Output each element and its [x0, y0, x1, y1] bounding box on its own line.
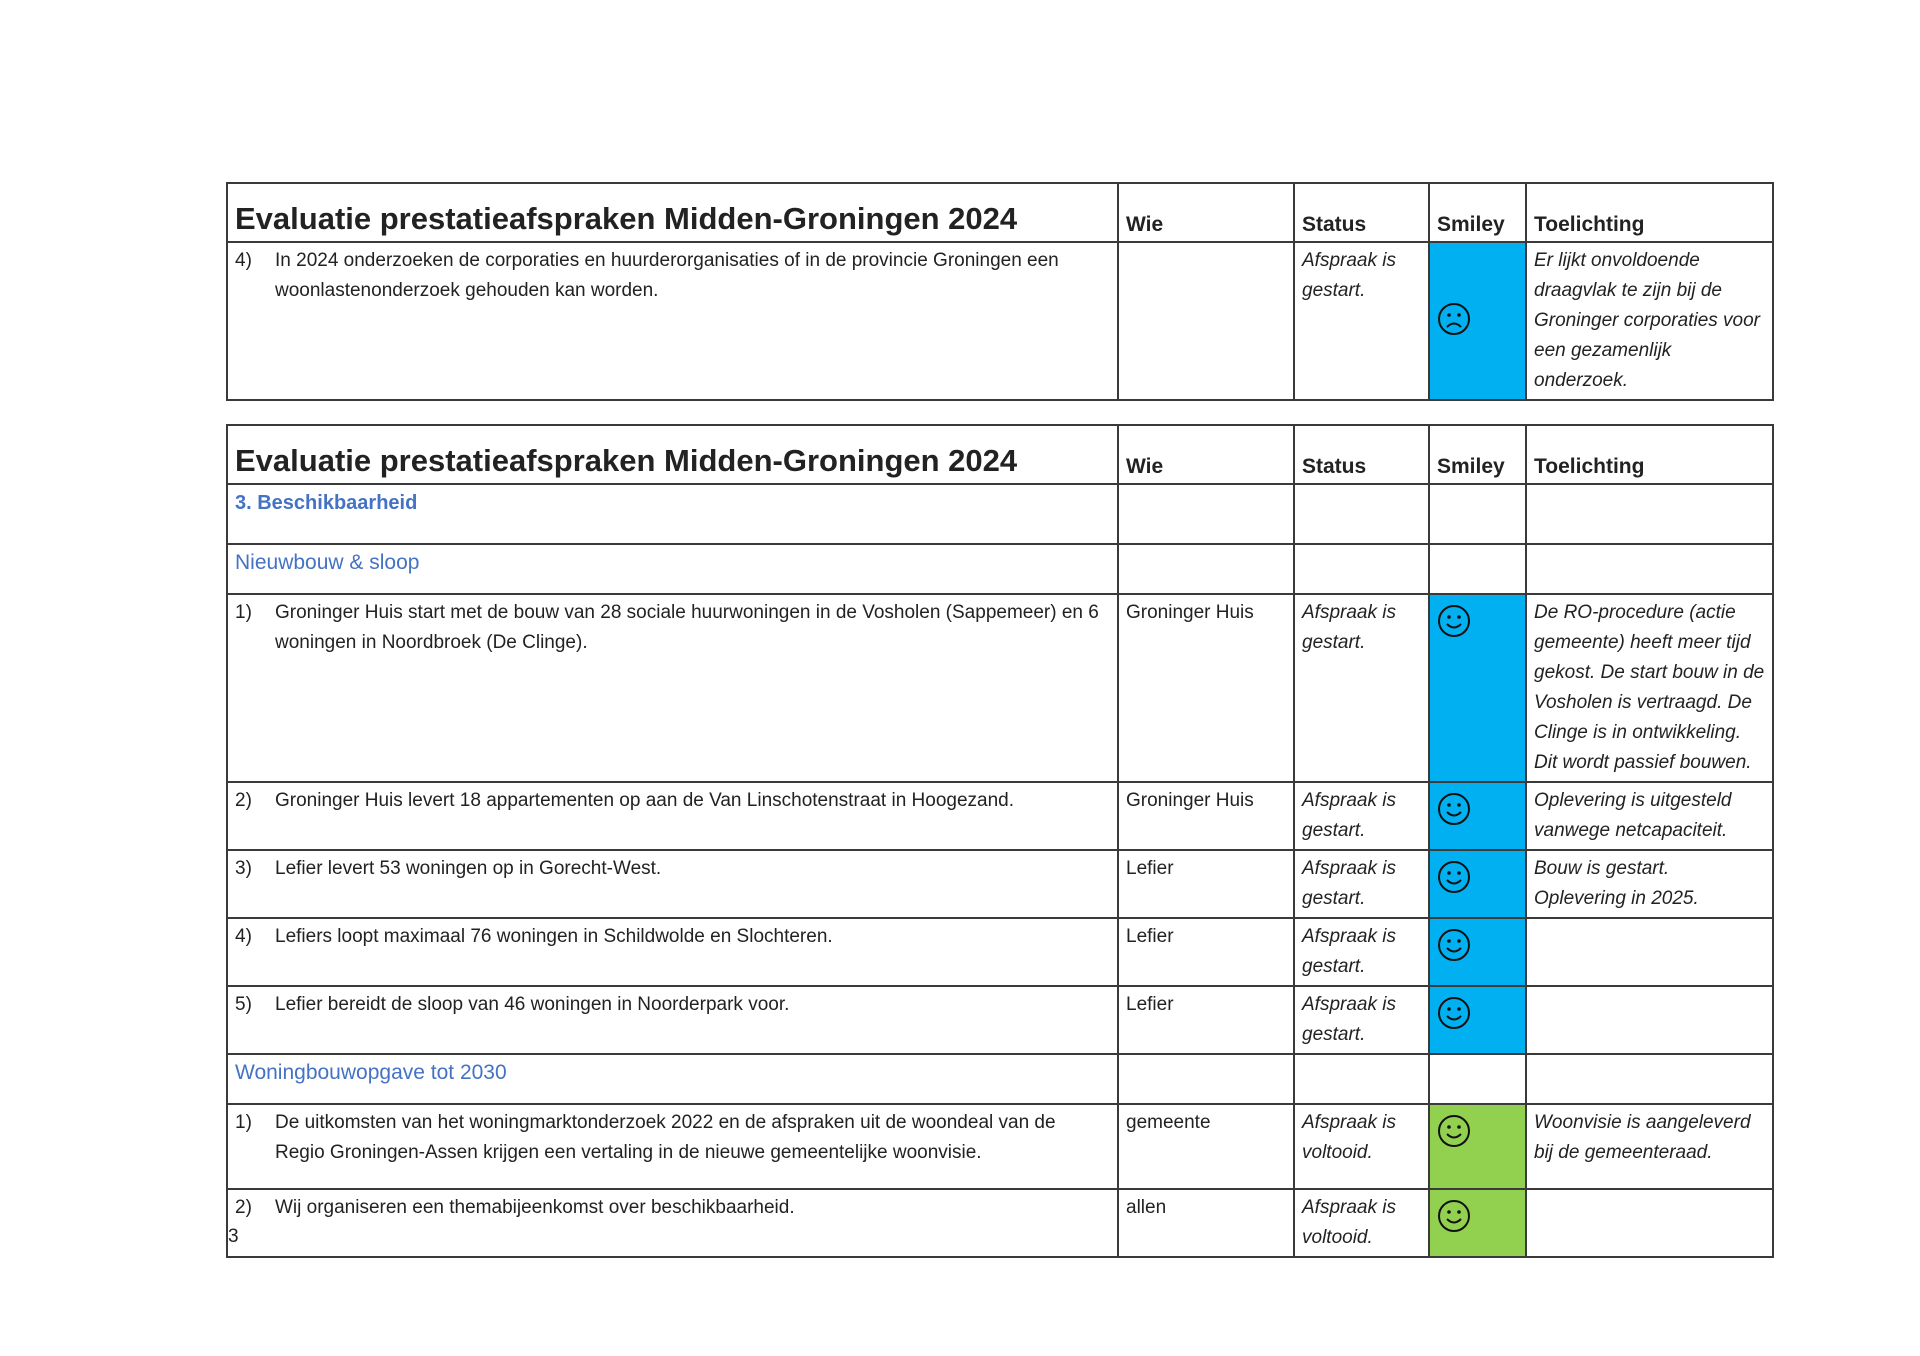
smiley-cell — [1429, 242, 1526, 400]
subsection-heading: Nieuwbouw & sloop — [227, 544, 1118, 594]
table-row — [227, 850, 1773, 918]
table-row — [227, 1189, 1773, 1257]
wie-cell: allen — [1118, 1189, 1294, 1257]
note-cell — [1526, 918, 1773, 986]
status-cell: Afspraak is gestart. — [1294, 918, 1429, 986]
table-row — [227, 918, 1773, 986]
happy-face-icon — [1437, 1114, 1471, 1148]
smiley-cell — [1429, 1104, 1526, 1189]
happy-face-icon — [1437, 996, 1471, 1030]
header-toelichting: Toelichting — [1526, 183, 1773, 242]
happy-face-icon — [1437, 860, 1471, 894]
note-cell: Oplevering is uitgesteld vanwege netcapaciteit. — [1526, 782, 1773, 850]
status-cell: Afspraak is voltooid. — [1294, 1104, 1429, 1189]
wie-cell: Groninger Huis — [1118, 782, 1294, 850]
happy-face-icon — [1437, 604, 1471, 638]
wie-cell: Lefier — [1118, 986, 1294, 1054]
smiley-cell — [1429, 1189, 1526, 1257]
note-cell: Bouw is gestart. Oplevering in 2025. — [1526, 850, 1773, 918]
agreement-text: 1) De uitkomsten van het woningmarktonderzoek 2022 en de afspraken uit de woondeal van de Regio Groningen-Assen krijgen een vertaling in de nieuwe gemeentelijke woonvisie. — [227, 1104, 1118, 1189]
smiley-cell — [1429, 986, 1526, 1054]
status-cell: Afspraak is gestart. — [1294, 594, 1429, 782]
subsection-row — [227, 1054, 1773, 1104]
agreement-text: 4) In 2024 onderzoeken de corporaties en huurderorganisaties of in de provincie Groningen een woonlastenonderzoek gehouden kan worden. — [227, 242, 1118, 400]
smiley-cell — [1429, 918, 1526, 986]
smiley-cell — [1429, 782, 1526, 850]
agreement-text: 1) Groninger Huis start met de bouw van 28 sociale huurwoningen in de Vosholen (Sappemeer) en 6 woningen in Noordbroek (De Clinge). — [227, 594, 1118, 782]
wie-cell: Lefier — [1118, 918, 1294, 986]
agreement-text: 4) Lefiers loopt maximaal 76 woningen in Schildwolde en Slochteren. — [227, 918, 1118, 986]
header-status: Status — [1294, 425, 1429, 484]
section-row — [227, 484, 1773, 544]
wie-cell: Groninger Huis — [1118, 594, 1294, 782]
happy-face-icon — [1437, 1199, 1471, 1233]
header-toelichting: Toelichting — [1526, 425, 1773, 484]
agreement-text: 2) Groninger Huis levert 18 appartementen op aan de Van Linschotenstraat in Hoogezand. — [227, 782, 1118, 850]
wie-cell — [1118, 242, 1294, 400]
status-cell: Afspraak is gestart. — [1294, 782, 1429, 850]
wie-cell: gemeente — [1118, 1104, 1294, 1189]
table-row — [227, 1104, 1773, 1189]
happy-face-icon — [1437, 928, 1471, 962]
agreement-text: 3) Lefier levert 53 woningen op in Gorecht-West. — [227, 850, 1118, 918]
smiley-cell — [1429, 594, 1526, 782]
note-cell — [1526, 986, 1773, 1054]
table-row — [227, 782, 1773, 850]
status-cell: Afspraak is gestart. — [1294, 242, 1429, 400]
happy-face-icon — [1437, 792, 1471, 826]
section-heading: 3. Beschikbaarheid — [227, 484, 1118, 544]
note-cell: De RO-procedure (actie gemeente) heeft meer tijd gekost. De start bouw in de Vosholen is vertraagd. De Clinge is in ontwikkeling. Dit wordt passief bouwen. — [1526, 594, 1773, 782]
table-title: Evaluatie prestatieafspraken Midden-Groningen 2024 — [227, 183, 1118, 242]
wie-cell: Lefier — [1118, 850, 1294, 918]
sad-face-icon — [1437, 302, 1471, 336]
status-cell: Afspraak is gestart. — [1294, 986, 1429, 1054]
note-cell: Woonvisie is aangeleverd bij de gemeenteraad. — [1526, 1104, 1773, 1189]
header-wie: Wie — [1118, 425, 1294, 484]
table-title: Evaluatie prestatieafspraken Midden-Groningen 2024 — [227, 425, 1118, 484]
evaluation-table-1 — [226, 182, 1774, 401]
note-cell: Er lijkt onvoldoende draagvlak te zijn bij de Groninger corporaties voor een gezamenlijk onderzoek. — [1526, 242, 1773, 400]
header-status: Status — [1294, 183, 1429, 242]
header-smiley: Smiley — [1429, 183, 1526, 242]
note-cell — [1526, 1189, 1773, 1257]
subsection-row — [227, 544, 1773, 594]
header-smiley: Smiley — [1429, 425, 1526, 484]
page-number: 3 — [228, 1226, 239, 1247]
subsection-heading: Woningbouwopgave tot 2030 — [227, 1054, 1118, 1104]
table-row — [227, 594, 1773, 782]
evaluation-table-2 — [226, 424, 1774, 1258]
table-row — [227, 986, 1773, 1054]
agreement-text: 2) Wij organiseren een themabijeenkomst over beschikbaarheid. — [227, 1189, 1118, 1257]
status-cell: Afspraak is gestart. — [1294, 850, 1429, 918]
table-row — [227, 242, 1773, 400]
status-cell: Afspraak is voltooid. — [1294, 1189, 1429, 1257]
smiley-cell — [1429, 850, 1526, 918]
header-wie: Wie — [1118, 183, 1294, 242]
agreement-text: 5) Lefier bereidt de sloop van 46 woningen in Noorderpark voor. — [227, 986, 1118, 1054]
